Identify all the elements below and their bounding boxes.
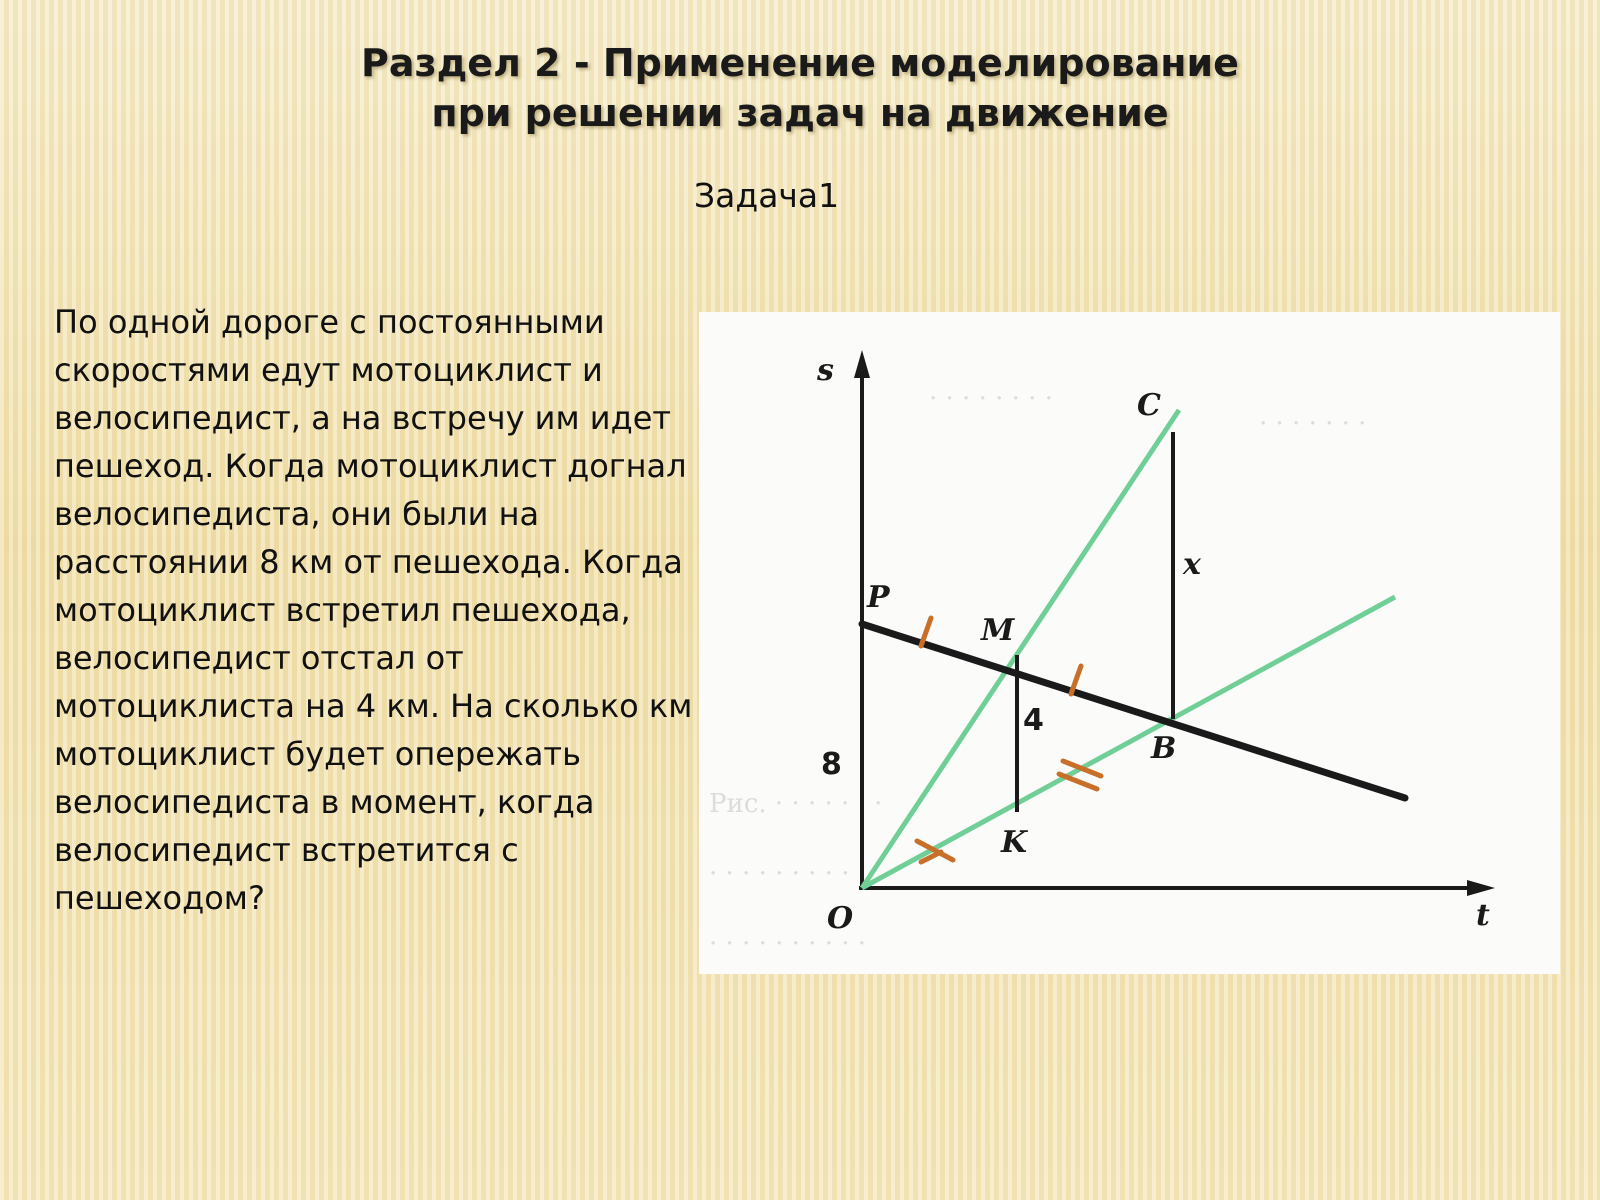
pedestrian-line [862, 624, 1405, 798]
svg-text:· · · · · · · · · ·: · · · · · · · · · · [709, 929, 867, 959]
tick-kb-2 [1059, 774, 1097, 789]
svg-text:· · · · · · · ·: · · · · · · · · [929, 384, 1053, 414]
distance-8-label: 8 [821, 747, 842, 782]
svg-text:· · · · · · ·: · · · · · · · [1259, 409, 1367, 439]
motorcyclist-line [862, 410, 1179, 888]
t-axis-arrow [1467, 880, 1495, 896]
diagram-svg [699, 312, 1560, 974]
svg-text:· · · · · · · · · ·: · · · · · · · · · · [709, 859, 867, 889]
s-axis-label: s [817, 353, 834, 388]
point-k-label: K [1001, 825, 1028, 860]
unknown-x-label: x [1183, 547, 1201, 582]
origin-label: O [827, 901, 854, 936]
t-axis-label: t [1476, 898, 1490, 933]
problem-text: По одной дороге с постоянными скоростями едут мотоциклист и велосипедист, а на встречу им идет пешеход. Когда мотоциклист догнал велосипедиста, они были на расстоянии 8 км от пешехода. Когда мотоциклист встретил пешехода, велосипедист отстал от мотоциклиста на 4 км. На сколько км мотоциклист будет опережать велосипедиста в момент, когда велосипедист встретится с пешеходом? [54, 303, 693, 917]
title-line-2: при решении задач на движение [431, 91, 1169, 135]
point-m-label: M [981, 613, 1015, 648]
slide-title [0, 38, 1600, 138]
svg-text:Рис. · · · · · · ·: Рис. · · · · · · · [709, 789, 883, 819]
motion-diagram [699, 312, 1560, 974]
problem-subtitle: Задача1 [694, 176, 840, 215]
cyclist-line [862, 597, 1395, 888]
distance-4-label: 4 [1023, 703, 1044, 738]
s-axis-arrow [854, 350, 870, 378]
point-b-label: B [1151, 731, 1177, 766]
faint-background-text [709, 384, 1366, 959]
point-c-label: C [1137, 388, 1161, 423]
title-line-1: Раздел 2 - Применение моделирование [361, 41, 1239, 85]
point-p-label: P [867, 580, 890, 615]
